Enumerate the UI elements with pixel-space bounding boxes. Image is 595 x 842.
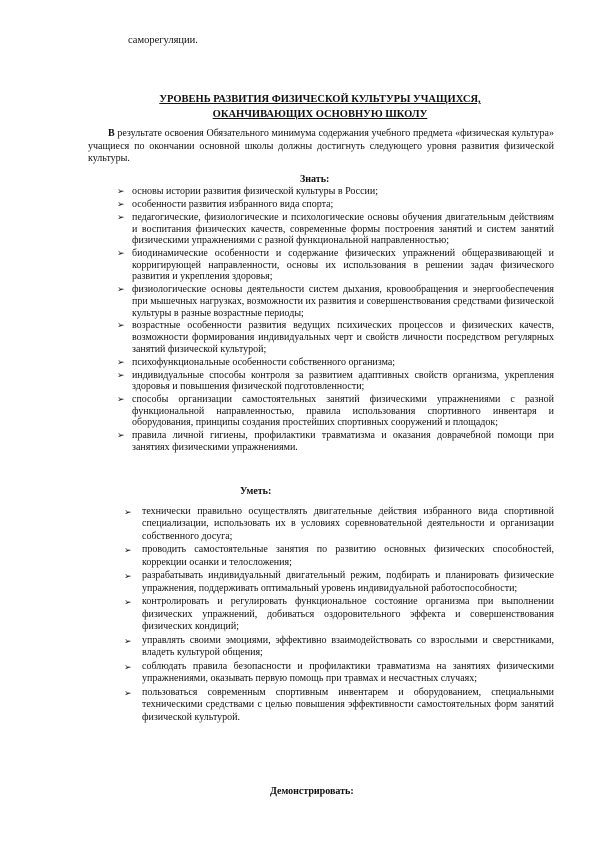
list-item-text: возрастные особенности развития ведущих психических процессов и физических качеств, возможности формирования индивидуальных черт и свойств личности посредством регулярных занятий физической культурой;: [132, 320, 554, 355]
know-list: [117, 186, 554, 455]
section-title: [90, 92, 550, 122]
arrow-bullet-icon: ➢: [124, 597, 132, 608]
arrow-bullet-icon: ➢: [117, 248, 125, 259]
list-item: [117, 284, 554, 319]
section-title-line-2: ОКАНЧИВАЮЩИХ ОСНОВНУЮ ШКОЛУ: [212, 109, 428, 120]
list-item: [117, 357, 554, 369]
arrow-bullet-icon: ➢: [124, 661, 132, 672]
list-item: [117, 212, 554, 247]
list-item: [124, 596, 554, 633]
can-list: [124, 506, 554, 725]
list-item: [117, 199, 554, 211]
list-item-text: педагогические, физиологические и психологические основы обучения двигательным действиям и воспитания физических качеств, современные формы построения занятий и систем занятий физическими упражнениями с разной функциональной направленностью;: [132, 211, 554, 247]
list-item: [124, 570, 554, 595]
arrow-bullet-icon: ➢: [117, 430, 125, 441]
continuation-text: саморегуляции.: [128, 35, 198, 46]
list-item-text: пользоваться современным спортивным инвентарем и оборудованием, специальными техническими средствами с целью повышения эффективности самостоятельных форм занятий физической культурой.: [142, 686, 554, 723]
list-item-text: особенности развития избранного вида спорта;: [132, 198, 334, 210]
arrow-bullet-icon: ➢: [117, 198, 125, 209]
list-item: [124, 544, 554, 569]
list-item-text: правила личной гигиены, профилактики травматизма и оказания доврачебной помощи при занятиях физическими упражнениями.: [132, 430, 554, 453]
intro-paragraph: [88, 128, 554, 166]
list-item: [124, 634, 554, 660]
arrow-bullet-icon: ➢: [117, 211, 125, 222]
list-item-text: основы истории развития физической культуры в России;: [132, 186, 379, 197]
list-item: [117, 394, 554, 429]
list-item-text: контролировать и регулировать функциональное состояние организма при выполнении физических упражнений, добиваться оздоровительного эффекта и совершенствования физических кондиций;: [142, 596, 554, 633]
list-item-text: управлять своими эмоциями, эффективно взаимодействовать со взрослыми и сверстниками, владеть культурой общения;: [142, 634, 554, 659]
list-item-text: физиологические основы деятельности систем дыхания, кровообращения и энергообеспечения при мышечных нагрузках, возможности их развития и совершенствования средствами физической культуры в разные возрастные периоды;: [132, 284, 554, 319]
arrow-bullet-icon: ➢: [117, 320, 125, 331]
arrow-bullet-icon: ➢: [124, 687, 132, 698]
arrow-bullet-icon: ➢: [117, 186, 125, 196]
arrow-bullet-icon: ➢: [117, 284, 125, 295]
arrow-bullet-icon: ➢: [124, 635, 132, 646]
list-item-text: разрабатывать индивидуальный двигательный режим, подбирать и планировать физические упражнения, поддерживать оптимальный уровень индивидуальной работоспособности;: [142, 570, 554, 594]
intro-initial: В: [108, 128, 115, 139]
list-item: [117, 430, 554, 453]
arrow-bullet-icon: ➢: [117, 394, 125, 405]
list-item-text: проводить самостоятельные занятия по развитию основных физических способностей, коррекции осанки и телосложения;: [142, 544, 554, 568]
list-item: [117, 248, 554, 283]
demonstrate-heading: Демонстрировать:: [270, 786, 354, 797]
list-item: [117, 370, 554, 393]
list-item: [124, 686, 554, 724]
list-item: [124, 660, 554, 686]
can-heading: Уметь:: [240, 486, 272, 497]
list-item-text: биодинамические особенности и содержание физических упражнений общеразвивающей и корригирующей направленности, основы их использования в решении задач физического развития и укрепления здоровья;: [132, 248, 554, 283]
list-item-text: психофункциональные особенности собственного организма;: [132, 356, 396, 368]
list-item-text: индивидуальные способы контроля за развитием адаптивных свойств организма, укрепления здоровья и повышения физической подготовленности;: [132, 369, 554, 393]
know-heading: Знать:: [300, 174, 330, 185]
list-item: [124, 506, 554, 543]
arrow-bullet-icon: ➢: [117, 356, 125, 367]
arrow-bullet-icon: ➢: [124, 571, 132, 582]
intro-text: результате освоения Обязательного минимума содержания учебного предмета «физическая культура» учащиеся по окончании основной школы должны достигнуть следующего уровня развития физической культуры.: [88, 128, 554, 165]
section-title-line-1: УРОВЕНЬ РАЗВИТИЯ ФИЗИЧЕСКОЙ КУЛЬТУРЫ УЧАЩИХСЯ,: [159, 94, 481, 105]
list-item-text: способы организации самостоятельных занятий физическими упражнениями с разной функциональной направленностью, правила использования спортивного инвентаря и оборудования, принципы создания простейших спортивных сооружений и площадок;: [132, 394, 554, 429]
list-item-text: соблюдать правила безопасности и профилактики травматизма на занятиях физическими упражнениями, оказывать первую помощь при травмах и несчастных случаях;: [142, 660, 554, 685]
arrow-bullet-icon: ➢: [124, 545, 132, 556]
list-item-text: технически правильно осуществлять двигательные действия избранного вида спортивной специализации, использовать их в условиях соревновательной деятельности и организации собственного досуга;: [142, 506, 554, 542]
list-item: [117, 320, 554, 355]
arrow-bullet-icon: ➢: [124, 507, 132, 517]
arrow-bullet-icon: ➢: [117, 369, 125, 380]
list-item: [117, 186, 554, 198]
